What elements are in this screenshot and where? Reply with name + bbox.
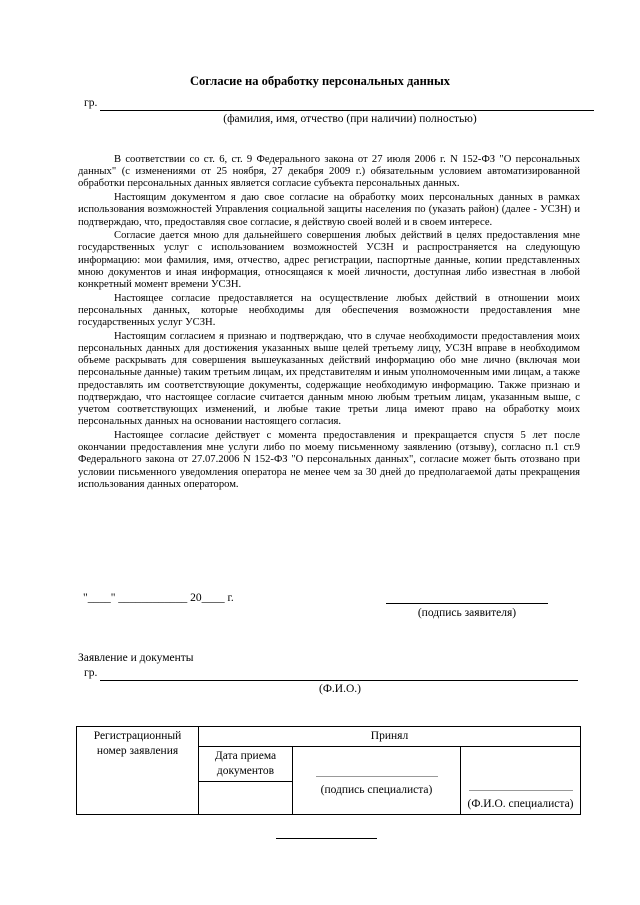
date-header: Дата приема документов [199,747,293,782]
document-title: Согласие на обработку персональных данных [189,74,450,88]
docs-name-line[interactable] [100,680,578,681]
specialist-name-line [469,790,573,791]
signature-caption: (подпись заявителя) [417,607,517,619]
reg-number-header: Регистрационный номер заявления [77,727,199,815]
date-value-cell[interactable] [199,782,293,815]
applicant-name-caption: (фамилия, имя, отчество (при наличии) полностью) [223,113,477,125]
accepted-header: Принял [199,727,581,747]
consent-text [78,154,580,492]
bottom-separator [276,838,377,839]
docs-name-caption: (Ф.И.О.) [319,683,361,695]
signature-line[interactable] [386,603,548,604]
date-line[interactable]: "____" ____________ 20____ г. [83,592,234,604]
paragraph-5: Настоящим согласием я признаю и подтверждаю, что в случае необходимости предоставления моих персональных данных для достижения указанных выше целей третьему лицу, УСЗН вправе в необходимом объеме раскрывать для совершения вышеуказанных действий информацию обо мне лично (включая мои персональные данные) таким третьим лицам, их представителям и иным уполномоченным ими лицам, а также предоставлять им соответствующие документы, содержащие необходимую информацию. Также признаю и подтверждаю, что настоящее согласие считается данным мною любым третьим лицам, указанным выше, с учетом соответствующих изменений, и любые такие третьи лица имеют право на обработку моих персональных данных на основании настоящего согласия. [78,330,580,428]
applicant-name-line[interactable] [100,110,594,111]
name-cell[interactable] [461,747,581,815]
registration-table [76,726,581,815]
paragraph-1: В соответствии со ст. 6, ст. 9 Федерального закона от 27 июля 2006 г. N 152-ФЗ "О персональных данных" (с изменениями от 25 ноября, 27 декабря 2009 г.) обязательным условием автоматизированной обработки персональных данных является согласие субъекта персональных данных. [78,154,580,190]
paragraph-4: Настоящее согласие предоставляется на осуществление любых действий в отношении моих персональных данных, которые необходимы для обеспечения возможности предоставления мне государственных услуг УСЗН. [78,292,580,329]
specialist-signature-line [316,776,438,777]
specialist-name-caption: (Ф.И.О. специалиста) [467,798,574,810]
docs-heading: Заявление и документы [78,652,194,664]
paragraph-2: Настоящим документом я даю свое согласие на обработку моих персональных данных в рамках использования возможностей Управления социальной защиты населения по (указать район) (далее - УСЗН) и подтверждаю, что, предоставляя свое согласие, я действую своей волей и в своем интересе. [78,192,580,228]
applicant-prefix: гр. [84,97,98,109]
docs-prefix: гр. [84,667,98,679]
specialist-signature-caption: (подпись специалиста) [320,784,433,796]
paragraph-3: Согласие дается мною для дальнейшего совершения любых действий в целях предоставления мне государственных услуг с использованием возможностей УСЗН и распространяется на следующую информацию: мои фамилия, имя, отчество, адрес регистрации, паспортные данные, копии представленных мною документов и иная информация, относящаяся к моей личности, доступная либо известная в любой конкретный момент времени УСЗН. [78,230,580,291]
paragraph-6: Настоящее согласие действует с момента предоставления и прекращается спустя 5 лет после окончании предоставления мне услуги либо по моему письменному заявлению (отзыву), согласно п.1 ст.9 Федерального закона от 27.07.2006 N 152-ФЗ "О персональных данных", согласие может быть отозвано при условии письменного уведомления оператора не менее чем за 30 дней до предполагаемой даты прекращения использования данных оператором. [78,429,580,490]
signature-cell[interactable] [293,747,461,815]
